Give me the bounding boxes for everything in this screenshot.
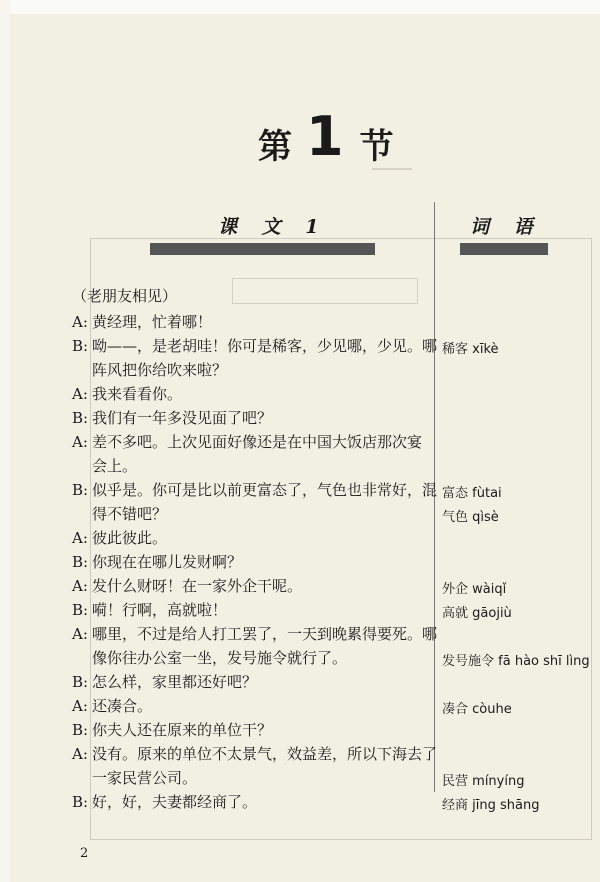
line-text: 你现在在哪儿发财啊？: [92, 553, 243, 571]
vocab-item: [442, 482, 502, 501]
line-text: 我来看看你。: [92, 385, 183, 403]
vocab-pinyin: qìsè: [472, 510, 499, 525]
line-text: 彼此彼此。: [92, 529, 168, 547]
lesson-number: 1: [306, 105, 344, 168]
vocab-item: [442, 770, 524, 789]
vocab-pinyin: wàiqǐ: [472, 582, 507, 597]
vocab-word: 高就: [442, 606, 469, 621]
line-text: 似乎是。你可是比以前更富态了，气色也非常好，混: [92, 481, 438, 499]
vocab-item: [442, 602, 512, 621]
vocab-item: [442, 578, 506, 597]
line-continuation: 会上。: [92, 457, 138, 475]
vocab-pinyin: fùtai: [472, 486, 502, 501]
vocab-word: 外企: [442, 582, 469, 597]
bleed-through-mark: [372, 168, 412, 170]
line-continuation: 像你往办公室一坐，发号施令就行了。: [92, 649, 348, 667]
line-continuation: 阵风把你给吹来啦？: [92, 361, 228, 379]
text-heading-bar: [150, 243, 375, 255]
speaker-label: A:: [72, 529, 88, 547]
dialogue-line: [72, 480, 437, 500]
dialogue-line: [72, 696, 152, 716]
vocab-item: [442, 698, 512, 717]
dialogue-line: [72, 432, 422, 452]
line-text: 还凑合。: [92, 697, 153, 715]
page-edge-left: [0, 0, 10, 882]
dialogue-line: [72, 624, 437, 644]
vocab-word: 稀客: [442, 342, 469, 357]
line-text: 黄经理，忙着哪！: [92, 313, 213, 331]
vocab-item: [442, 794, 539, 813]
dialogue-line: [72, 720, 272, 740]
dialogue-line: [72, 336, 437, 356]
line-text: 发什么财呀！在一家外企干呢。: [92, 577, 303, 595]
speaker-label: A:: [72, 433, 88, 451]
speaker-label: B:: [72, 721, 89, 739]
line-text: 呦——，是老胡哇！你可是稀客，少见哪，少见。哪: [92, 337, 438, 355]
line-text: 怎么样，家里都还好吧？: [92, 673, 258, 691]
vocab-word: 富态: [442, 486, 469, 501]
dialogue-line: [72, 528, 167, 548]
line-text: 好，好，夫妻都经商了。: [92, 793, 258, 811]
dialogue-line: [72, 672, 257, 692]
line-continuation: 一家民营公司。: [92, 769, 198, 787]
bleed-through-box: [232, 278, 418, 304]
vocab-word: 经商: [442, 798, 469, 813]
speaker-label: A:: [72, 577, 88, 595]
dialogue-line: [72, 744, 437, 764]
speaker-label: B:: [72, 337, 89, 355]
speaker-label: B:: [72, 409, 89, 427]
vocab-word: 凑合: [442, 702, 469, 717]
vocab-section-heading: 词 语: [470, 216, 542, 238]
speaker-label: A:: [72, 625, 88, 643]
vocab-word: 发号施令: [442, 654, 495, 669]
page-number: 2: [80, 846, 89, 861]
dialogue-intro: （老朋友相见）: [72, 287, 178, 305]
line-text: 我们有一年多没见面了吧？: [92, 409, 273, 427]
dialogue-line: [72, 312, 212, 332]
speaker-label: B:: [72, 601, 89, 619]
text-section-heading: 课 文 1: [218, 216, 328, 238]
speaker-label: B:: [72, 553, 89, 571]
vocab-pinyin: mínyíng: [472, 774, 525, 789]
line-text: 差不多吧。上次见面好像还是在中国大饭店那次宴: [92, 433, 423, 451]
vocab-heading-bar: [460, 243, 548, 255]
speaker-label: A:: [72, 745, 88, 763]
line-text: 哪里，不过是给人打工罢了，一天到晚累得要死。哪: [92, 625, 438, 643]
lesson-suffix: 节: [359, 127, 394, 167]
dialogue-line: [72, 384, 182, 404]
line-text: 没有。原来的单位不太景气，效益差，所以下海去了: [92, 745, 438, 763]
vocab-word: 气色: [442, 510, 469, 525]
dialogue-line: [72, 408, 272, 428]
lesson-title: [258, 105, 394, 168]
dialogue-line: [72, 792, 257, 812]
vocab-pinyin: xīkè: [472, 342, 499, 357]
speaker-label: A:: [72, 385, 88, 403]
speaker-label: B:: [72, 793, 89, 811]
speaker-label: B:: [72, 673, 89, 691]
speaker-label: A:: [72, 697, 88, 715]
vocab-item: [442, 506, 499, 525]
speaker-label: A:: [72, 313, 88, 331]
dialogue-line: [72, 576, 302, 596]
dialogue-line: [72, 600, 227, 620]
speaker-label: B:: [72, 481, 89, 499]
vocab-pinyin: fā hào shī lìng: [498, 654, 590, 669]
line-text: 你夫人还在原来的单位干？: [92, 721, 273, 739]
dialogue-line: [72, 552, 242, 572]
vocab-item: [442, 338, 499, 357]
vocab-pinyin: jīng shāng: [472, 798, 540, 813]
line-text: 嗬！行啊，高就啦！: [92, 601, 228, 619]
vocab-item: [442, 650, 590, 669]
vocab-pinyin: gāojiù: [472, 606, 512, 621]
vocab-word: 民营: [442, 774, 469, 789]
vocab-pinyin: còuhe: [472, 702, 512, 717]
lesson-prefix: 第: [258, 127, 292, 167]
page-edge: [0, 0, 600, 14]
line-continuation: 得不错吧？: [92, 505, 168, 523]
